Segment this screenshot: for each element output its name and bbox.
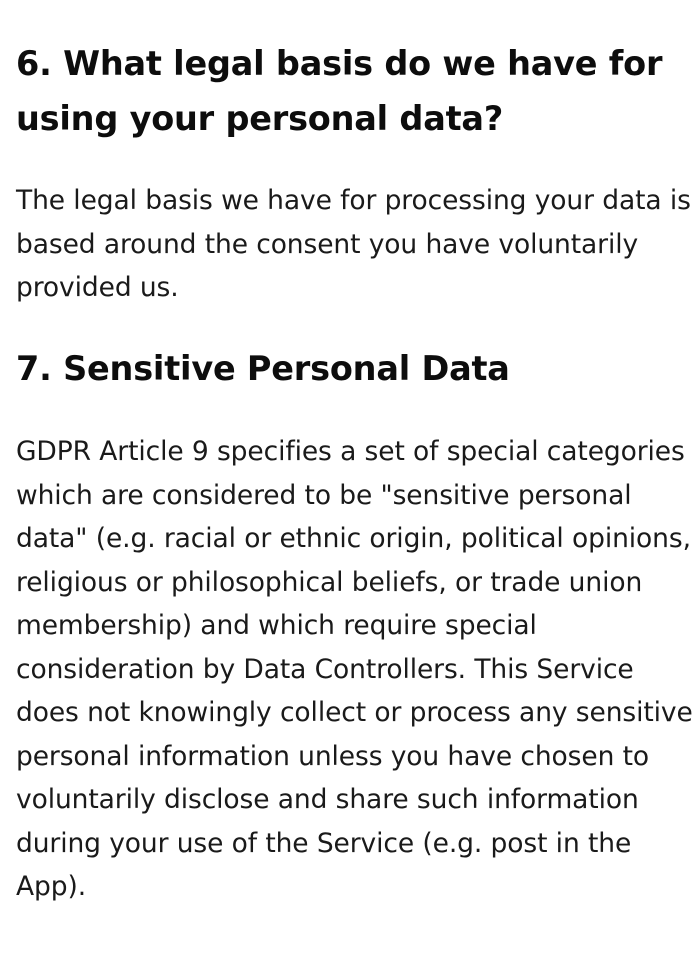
section-6-body: The legal basis we have for processing your data is based around the consent you have voluntarily provided us. xyxy=(16,185,691,303)
section-6-heading: 6. What legal basis do we have for using your personal data? xyxy=(16,44,663,138)
section-7-body: GDPR Article 9 specifies a set of special categories which are considered to be "sensitive personal data" (e.g. racial or ethnic origin, political opinions, religious or philosophical beliefs, or trade union membership) and which require special consideration by Data Controllers. This Service does not knowingly collect or process any sensitive personal information unless you have chosen to voluntarily disclose and share such information during your use of the Service (e.g. post in the App). xyxy=(16,436,693,902)
section-7-heading: 7. Sensitive Personal Data xyxy=(16,349,510,388)
